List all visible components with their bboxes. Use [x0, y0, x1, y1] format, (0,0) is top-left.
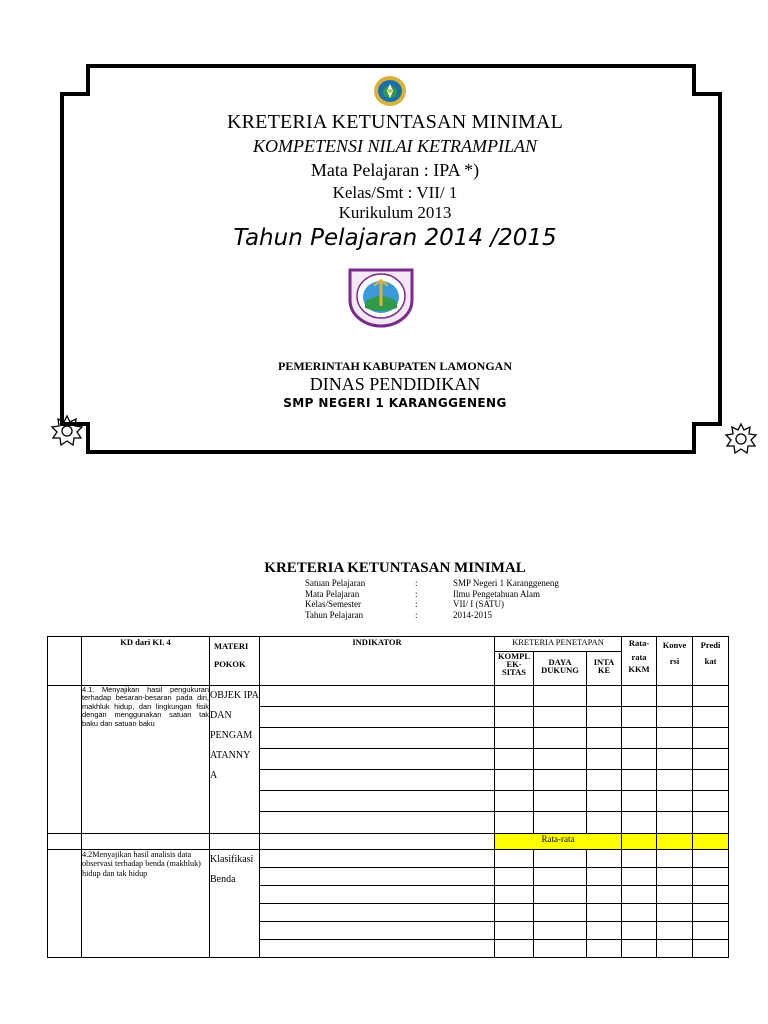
- komplek-cell[interactable]: [495, 686, 534, 707]
- materi-empty-cell: [210, 834, 260, 850]
- rata-cell[interactable]: [622, 728, 657, 749]
- cover-subtitle: KOMPETENSI NILAI KETRAMPILAN: [253, 136, 537, 156]
- intake-cell[interactable]: [587, 812, 622, 834]
- indikator-cell[interactable]: [260, 770, 495, 791]
- meta-label: Tahun Pelajaran: [305, 609, 364, 620]
- daya-cell[interactable]: [534, 770, 587, 791]
- header-konversi-line1: Konve: [662, 640, 687, 650]
- predikat-cell[interactable]: [693, 850, 729, 868]
- meta-colon: :: [415, 599, 418, 609]
- konversi-cell[interactable]: [657, 791, 693, 812]
- header-rata-line1: Rata-: [628, 638, 650, 648]
- konversi-cell[interactable]: [657, 686, 693, 707]
- school-logo-icon: [344, 264, 418, 328]
- komplek-cell[interactable]: [495, 940, 534, 958]
- meta-label: Kelas/Semester: [305, 599, 361, 609]
- predikat-cell[interactable]: [693, 904, 729, 922]
- meta-value: SMP Negeri 1 Karanggeneng: [453, 578, 559, 588]
- daya-cell[interactable]: [534, 922, 587, 940]
- rata-rata-kkm-cell[interactable]: [622, 834, 657, 850]
- row-no-cell: [48, 850, 82, 958]
- meta-colon: :: [415, 578, 418, 588]
- rata-cell[interactable]: [622, 850, 657, 868]
- komplek-cell[interactable]: [495, 868, 534, 886]
- meta-label: Mata Pelajaran: [305, 588, 360, 599]
- header-konversi: [657, 637, 693, 686]
- daya-cell[interactable]: [534, 749, 587, 770]
- indikator-cell[interactable]: [260, 707, 495, 728]
- indikator-cell[interactable]: [260, 749, 495, 770]
- header-predikat-line1: Predi: [700, 640, 721, 650]
- header-no: [48, 637, 82, 686]
- daya-cell[interactable]: [534, 904, 587, 922]
- predikat-cell[interactable]: [693, 922, 729, 940]
- konversi-cell[interactable]: [657, 749, 693, 770]
- header-materi-line1: MATERI: [214, 641, 249, 651]
- daya-cell[interactable]: [534, 728, 587, 749]
- predikat-cell[interactable]: [693, 940, 729, 958]
- komplek-cell[interactable]: [495, 728, 534, 749]
- indikator-cell[interactable]: [260, 791, 495, 812]
- cover-curriculum: Kurikulum 2013: [338, 203, 452, 222]
- cover-government: PEMERINTAH KABUPATEN LAMONGAN: [278, 359, 512, 373]
- indikator-cell[interactable]: [260, 922, 495, 940]
- rata-cell[interactable]: [622, 791, 657, 812]
- rata-cell[interactable]: [622, 707, 657, 728]
- komplek-cell[interactable]: [495, 791, 534, 812]
- header-indikator: INDIKATOR: [260, 637, 495, 686]
- cover-school-name: SMP NEGERI 1 KARANGGENENG: [283, 396, 507, 410]
- daya-cell[interactable]: [534, 686, 587, 707]
- daya-cell[interactable]: [534, 868, 587, 886]
- indikator-cell[interactable]: [260, 940, 495, 958]
- header-intake: INTA KE: [587, 652, 622, 686]
- intake-cell[interactable]: [587, 791, 622, 812]
- meta-label: Satuan Pelajaran: [305, 578, 366, 588]
- header-predikat: [693, 637, 729, 686]
- indikator-cell[interactable]: [260, 686, 495, 707]
- cover-class-semester: Kelas/Smt : VII/ 1: [332, 183, 458, 202]
- daya-cell[interactable]: [534, 940, 587, 958]
- header-daya-dukung: DAYA DUKUNG: [534, 652, 587, 686]
- konversi-cell[interactable]: [657, 728, 693, 749]
- konversi-cell[interactable]: [657, 940, 693, 958]
- intake-cell[interactable]: [587, 922, 622, 940]
- daya-cell[interactable]: [534, 812, 587, 834]
- indikator-cell[interactable]: [260, 728, 495, 749]
- meta-value: VII/ I (SATU): [453, 599, 504, 609]
- intake-cell[interactable]: [587, 868, 622, 886]
- intake-cell[interactable]: [587, 904, 622, 922]
- konversi-cell[interactable]: [657, 707, 693, 728]
- rata-cell[interactable]: [622, 886, 657, 904]
- komplek-cell[interactable]: [495, 886, 534, 904]
- header-kompleksitas: KOMPL EK- SITAS: [495, 652, 534, 686]
- predikat-cell[interactable]: [693, 728, 729, 749]
- daya-cell[interactable]: [534, 791, 587, 812]
- header-rata: [622, 637, 657, 686]
- kkm-title: KRETERIA KETUNTASAN MINIMAL: [264, 560, 526, 576]
- konversi-cell[interactable]: [657, 850, 693, 868]
- intake-cell[interactable]: [587, 850, 622, 868]
- row-no-cell: [48, 834, 82, 850]
- komplek-cell[interactable]: [495, 707, 534, 728]
- corner-ornament-icon: [50, 414, 84, 448]
- header-materi: [210, 637, 260, 686]
- konversi-cell[interactable]: [657, 922, 693, 940]
- meta-value: Ilmu Pengetahuan Alam: [453, 588, 540, 599]
- table-header-row: [48, 637, 729, 652]
- indikator-cell[interactable]: [260, 850, 495, 868]
- rata-rata-konversi-cell[interactable]: [657, 834, 693, 850]
- predikat-cell[interactable]: [693, 812, 729, 834]
- rata-rata-label: Rata-rata: [495, 834, 622, 850]
- kd-4-2-cell: 4.2Menyajikan hasil analisis data observasi terhadap benda (makhluk) hidup dan tak hidup: [82, 850, 210, 958]
- predikat-cell[interactable]: [693, 707, 729, 728]
- kd-empty-cell: [82, 834, 210, 850]
- komplek-cell[interactable]: [495, 749, 534, 770]
- indikator-empty-cell: [260, 834, 495, 850]
- indikator-cell[interactable]: [260, 812, 495, 834]
- intake-cell[interactable]: [587, 940, 622, 958]
- komplek-cell[interactable]: [495, 922, 534, 940]
- predikat-cell[interactable]: [693, 749, 729, 770]
- komplek-cell[interactable]: [495, 812, 534, 834]
- konversi-cell[interactable]: [657, 770, 693, 791]
- corner-ornament-icon: [724, 422, 758, 456]
- cover-school-year: Tahun Pelajaran 2014 /2015: [233, 225, 557, 251]
- header-konversi-line2: rsi: [669, 656, 680, 666]
- indikator-cell[interactable]: [260, 886, 495, 904]
- meta-value: 2014-2015: [453, 609, 492, 620]
- konversi-cell[interactable]: [657, 868, 693, 886]
- rata-cell[interactable]: [622, 812, 657, 834]
- intake-cell[interactable]: [587, 686, 622, 707]
- rata-cell[interactable]: [622, 770, 657, 791]
- predikat-cell[interactable]: [693, 770, 729, 791]
- header-rata-line2: rata KKM: [628, 652, 650, 674]
- konversi-cell[interactable]: [657, 904, 693, 922]
- meta-colon: :: [415, 609, 418, 620]
- intake-cell[interactable]: [587, 749, 622, 770]
- predikat-cell[interactable]: [693, 886, 729, 904]
- cover-title: KRETERIA KETUNTASAN MINIMAL: [227, 111, 563, 133]
- daya-cell[interactable]: [534, 886, 587, 904]
- cover-subject: Mata Pelajaran : IPA *): [310, 160, 480, 180]
- daya-cell[interactable]: [534, 850, 587, 868]
- rata-cell[interactable]: [622, 922, 657, 940]
- header-predikat-line2: kat: [704, 656, 717, 666]
- indikator-cell[interactable]: [260, 904, 495, 922]
- komplek-cell[interactable]: [495, 770, 534, 791]
- konversi-cell[interactable]: [657, 812, 693, 834]
- cover-department: DINAS PENDIDIKAN: [309, 374, 481, 394]
- meta-colon: :: [415, 588, 418, 599]
- kd-4-1-cell: 4.1. Menyajikan hasil pengukuran terhadap besaran-besaran pada diri, makhluk hidup, dan lingkungan fisik dengan menggunakan satuan tak baku dan satuan baku: [82, 686, 210, 834]
- predikat-cell[interactable]: [693, 791, 729, 812]
- rata-cell[interactable]: [622, 940, 657, 958]
- rata-cell[interactable]: [622, 904, 657, 922]
- konversi-cell[interactable]: [657, 886, 693, 904]
- daya-cell[interactable]: [534, 707, 587, 728]
- header-materi-line2: POKOK: [214, 659, 246, 669]
- rata-cell[interactable]: [622, 868, 657, 886]
- intake-cell[interactable]: [587, 770, 622, 791]
- regency-emblem-icon: [373, 74, 407, 108]
- table-row: [48, 850, 729, 868]
- kkm-table: [47, 636, 729, 958]
- header-kd: KD dari KI. 4: [82, 637, 210, 686]
- rata-cell[interactable]: [622, 749, 657, 770]
- intake-cell[interactable]: [587, 707, 622, 728]
- intake-cell[interactable]: [587, 886, 622, 904]
- materi-4-2-cell: Klasifikasi Benda: [210, 850, 260, 958]
- predikat-cell[interactable]: [693, 686, 729, 707]
- header-kriteria: KRETERIA PENETAPAN: [495, 637, 622, 652]
- row-no-cell: [48, 686, 82, 834]
- table-row: [48, 686, 729, 707]
- komplek-cell[interactable]: [495, 904, 534, 922]
- intake-cell[interactable]: [587, 728, 622, 749]
- komplek-cell[interactable]: [495, 850, 534, 868]
- rata-rata-predikat-cell[interactable]: [693, 834, 729, 850]
- materi-4-1-cell: OBJEK IPA DAN PENGAM ATANNY A: [210, 686, 260, 834]
- indikator-cell[interactable]: [260, 868, 495, 886]
- rata-rata-row: [48, 834, 729, 850]
- predikat-cell[interactable]: [693, 868, 729, 886]
- rata-cell[interactable]: [622, 686, 657, 707]
